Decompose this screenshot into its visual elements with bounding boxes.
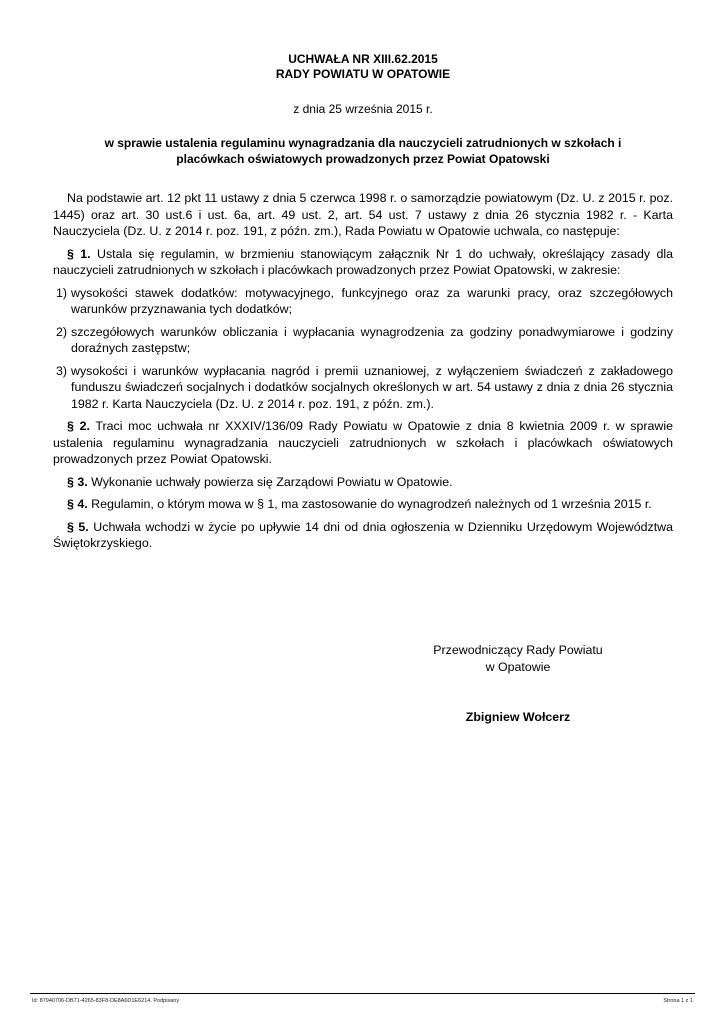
signer-name: Zbigniew Wołcerz	[465, 710, 571, 724]
paragraph-2-text: Traci moc uchwała nr XXXIV/136/09 Rady Powiatu w Opatowie z dnia 8 kwietnia 2009 r. w sprawie ustalenia regulaminu wynagradzania nauczycieli zatrudnionych w szkołach i placówkach oświatowych prowadzonych przez Powiat Opatowski.	[53, 419, 673, 466]
list-item-text: wysokości i warunków wypłacania nagród i premii uznaniowej, z wyłączeniem świadczeń z zakładowego funduszu świadczeń socjalnych i dodatków socjalnych określonych w art. 54 ustawy z dnia z dnia 26 stycznia 1982 r. Karta Nauczyciela (Dz. U. z 2014 r. poz. 191, z późn. zm.).	[71, 363, 673, 411]
list-item	[53, 285, 673, 318]
paragraph-5-text: Uchwała wchodzi w życie po upływie 14 dni od dnia ogłoszenia w Dzienniku Urzędowym Województwa Świętokrzyskiego.	[53, 519, 674, 550]
paragraph-1-text: Ustala się regulamin, w brzmieniu stanowiącym załącznik Nr 1 do uchwały, określający zasady dla nauczycieli zatrudnionych w szkołach i placówkach prowadzonych przez Powiat Opatowski, w zakresie:	[53, 246, 673, 277]
preamble: Na podstawie art. 12 pkt 11 ustawy z dnia 5 czerwca 1998 r. o samorządzie powiatowym (Dz. U. z 2015 r. poz. 1445) oraz art. 30 ust.6 i ust. 6a, art. 49 ust. 2, art. 54 ust. 7 ustawy z dnia 26 stycznia 1982 r. - Karta Nauczyciela (Dz. U. z 2014 r. poz. 191, z późn. zm.), Rada Powiatu w Opatowie uchwala, co następuje:	[53, 191, 673, 238]
paragraph-3	[53, 474, 673, 491]
list-item-text: wysokości stawek dodatków: motywacyjnego, funkcyjnego oraz za warunki pracy, oraz szczegółowych warunków przyznawania tych dodatków;	[71, 285, 673, 316]
document-body	[53, 190, 673, 552]
paragraph-5	[53, 519, 673, 552]
paragraph-1-list	[53, 285, 673, 413]
title-line-2: RADY POWIATU W OPATOWIE	[275, 67, 451, 81]
paragraph-3-text: Wykonanie uchwały powierza się Zarządowi Powiatu w Opatowie.	[87, 474, 453, 489]
paragraph-4-text: Regulamin, o którym mowa w § 1, ma zastosowanie do wynagrodzeń należnych od 1 września 2015 r.	[87, 497, 652, 511]
paragraph-5-label: § 5.	[67, 519, 89, 534]
document-subject: w sprawie ustalenia regulaminu wynagradzania dla nauczycieli zatrudnionych w szkołach i placówkach oświatowych prowadzonych przez Powiat Opatowski	[104, 136, 622, 166]
document-date: z dnia 25 września 2015 r.	[293, 102, 433, 116]
list-item	[53, 363, 673, 413]
list-item-text: szczegółowych warunków obliczania i wypłacania wynagrodzenia za godziny ponadwymiarowe i godziny doraźnych zastępstw;	[71, 324, 673, 355]
footer-page-number: Strona 1 z 1	[663, 998, 693, 1004]
footer-divider	[30, 993, 695, 994]
paragraph-2-label: § 2.	[67, 419, 90, 433]
paragraph-4	[53, 496, 673, 513]
list-item-number: 2)	[56, 324, 68, 339]
signature-role-line-1: Przewodniczący Rady Powiatu	[433, 643, 603, 657]
title-line-1: UCHWAŁA NR XIII.62.2015	[288, 52, 438, 66]
document-page	[53, 52, 673, 558]
paragraph-3-label: § 3.	[67, 474, 88, 489]
document-title	[53, 52, 673, 82]
paragraph-1	[53, 246, 673, 279]
footer-document-id: Id: 87940706-DB71-4265-83F8-DE8A6D1E6214. Podpisany	[32, 998, 180, 1004]
list-item-number: 1)	[56, 285, 68, 300]
signature-block	[428, 642, 608, 726]
paragraph-4-label: § 4.	[67, 497, 88, 511]
list-item-number: 3)	[56, 363, 68, 378]
list-item	[53, 324, 673, 357]
paragraph-1-label: § 1.	[67, 246, 91, 261]
paragraph-2	[53, 418, 673, 468]
signature-role-line-2: w Opatowie	[485, 660, 551, 674]
